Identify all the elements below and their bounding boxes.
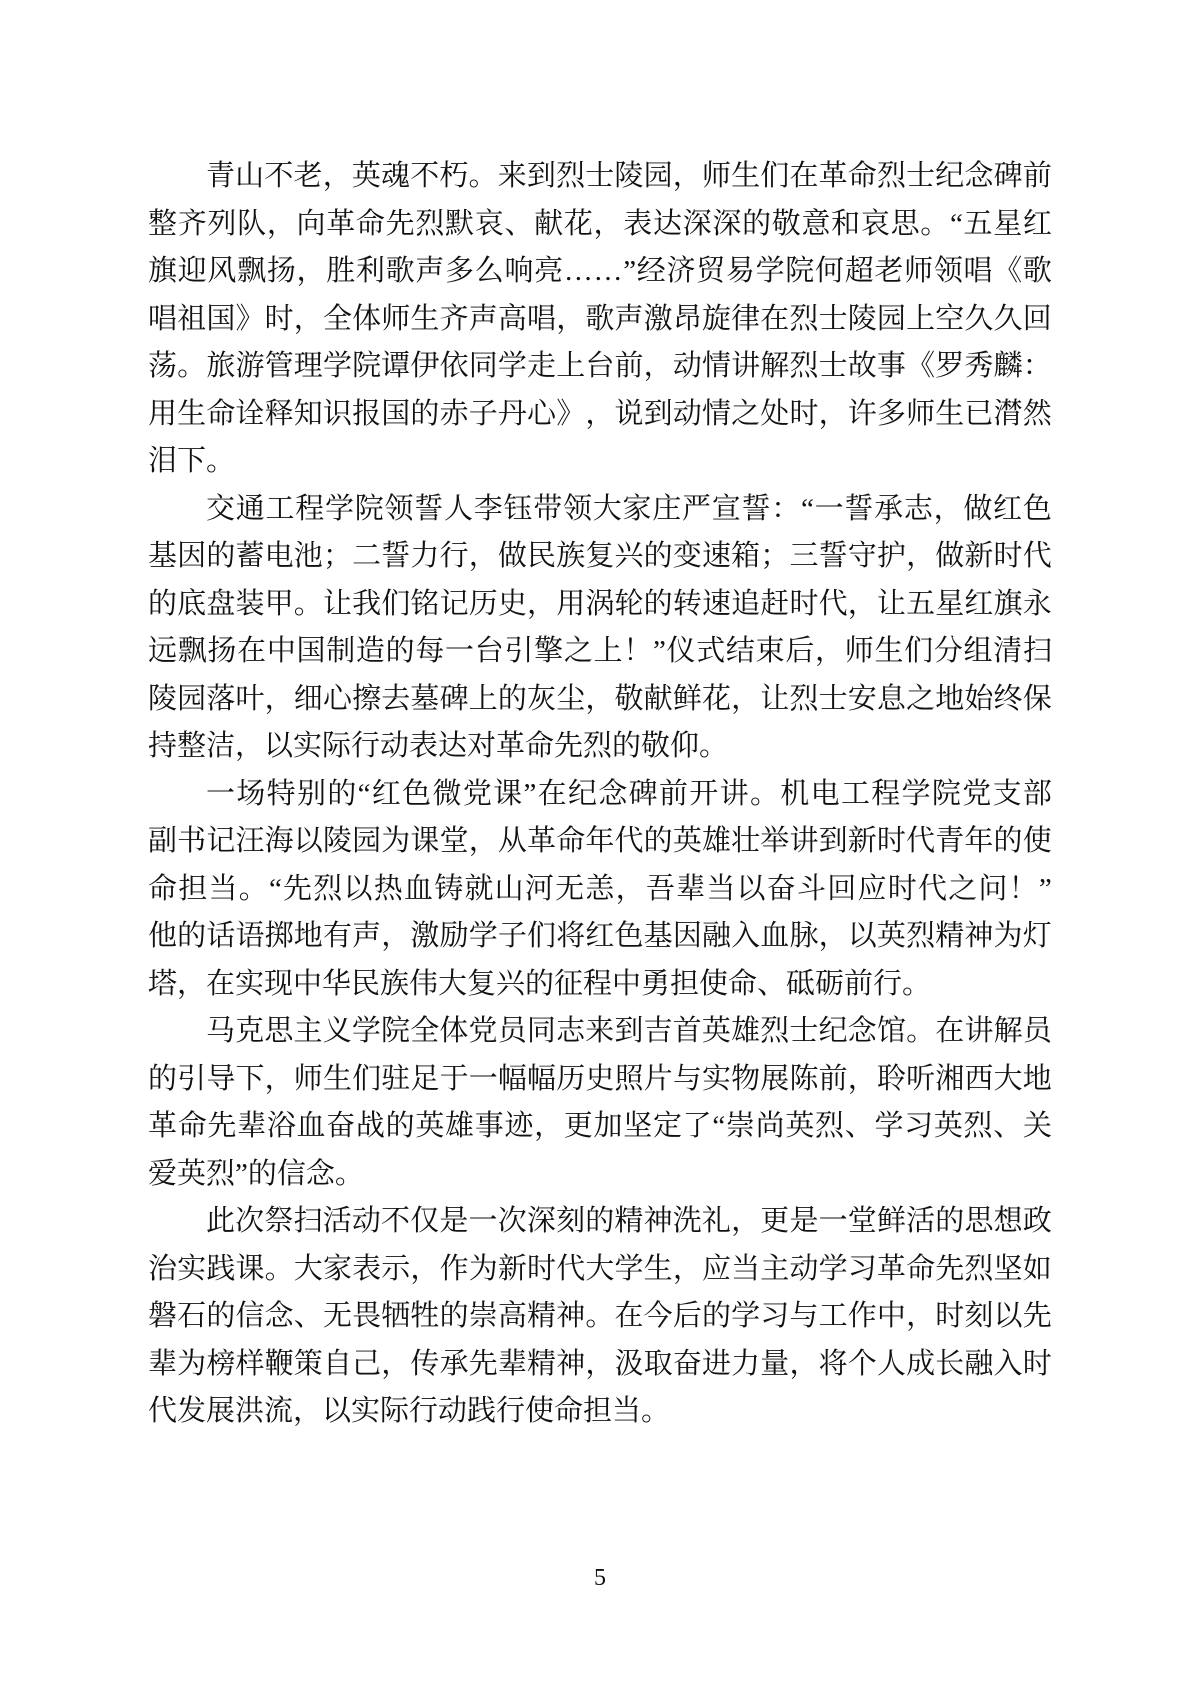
text-line: 治 实 践 课 。 大 家 表 示 ， 作 为 新 时 代 大 学 生 ， 应 当 主 动 学 习 革 命 先 烈 坚 如 — [148, 1252, 1052, 1285]
text-line: 的 引 导 下 ， 师 生 们 驻 足 于 一 幅 幅 历 史 照 片 与 实 物 展 陈 前 ， 聆 听 湘 西 大 地 — [148, 1062, 1052, 1095]
text-line: 爱英烈”的信念。 — [148, 1157, 364, 1190]
text-line: 一 场 特 别 的 “ 红 色 微 党 课 ” 在 纪 念 碑 前 开 讲 。 机 电 工 程 学 院 党 支 部 — [206, 777, 1052, 810]
text-line: 基 因 的 蓄 电 池 ； 二 誓 力 行 ， 做 民 族 复 兴 的 变 速 箱 ； 三 誓 守 护 ， 做 新 时 代 — [148, 540, 1052, 572]
paragraph — [148, 153, 1052, 486]
text-line: 代发展洪流，以实际行动践行使命担当。 — [148, 1395, 671, 1427]
text-line: 塔，在实现中华民族伟大复兴的征程中勇担使命、砥砺前行。 — [148, 967, 932, 1000]
text-line: 交 通 工 程 学 院 领 誓 人 李 钰 带 领 大 家 庄 严 宣 誓 ： “ 一 誓 承 志 ， 做 红 色 — [206, 492, 1052, 525]
text-line: 此 次 祭 扫 活 动 不 仅 是 一 次 深 刻 的 精 神 洗 礼 ， 更 是 一 堂 鲜 活 的 思 想 政 — [206, 1205, 1052, 1237]
paragraph — [148, 1008, 1052, 1198]
document-body — [148, 153, 1052, 1436]
page-number: 5 — [594, 1565, 606, 1591]
text-line: 持整洁，以实际行动表达对革命先烈的敬仰。 — [148, 730, 729, 762]
paragraph — [148, 771, 1052, 1009]
text-line: 唱 祖 国 》 时 ， 全 体 师 生 齐 声 高 唱 ， 歌 声 激 昂 旋 律 在 烈 士 陵 园 上 空 久 久 回 — [148, 302, 1052, 335]
text-line: 远 飘 扬 在 中 国 制 造 的 每 一 台 引 擎 之 上 ！ ” 仪 式 结 束 后 ， 师 生 们 分 组 清 扫 — [148, 635, 1052, 667]
paragraph — [148, 486, 1052, 771]
text-line: 磐 石 的 信 念 、 无 畏 牺 牲 的 崇 高 精 神 。 在 今 后 的 学 习 与 工 作 中 ， 时 刻 以 先 — [148, 1300, 1052, 1332]
text-line: 旗 迎 风 飘 扬 ， 胜 利 歌 声 多 么 响 亮 … … ” 经 济 贸 易 学 院 何 超 老 师 领 唱 《 歌 — [148, 255, 1052, 287]
text-line: 整 齐 列 队 ， 向 革 命 先 烈 默 哀 、 献 花 ， 表 达 深 深 的 敬 意 和 哀 思 。 “ 五 星 红 — [148, 207, 1052, 240]
text-line: 命 担 当 。 “ 先 烈 以 热 血 铸 就 山 河 无 恙 ， 吾 辈 当 以 奋 斗 回 应 时 代 之 问 ！ ” — [148, 872, 1052, 905]
text-line: 的 底 盘 装 甲 。 让 我 们 铭 记 历 史 ， 用 涡 轮 的 转 速 追 赶 时 代 ， 让 五 星 红 旗 永 — [148, 587, 1052, 620]
text-line: 泪下。 — [148, 445, 236, 477]
text-line: 青 山 不 老 ， 英 魂 不 朽 。 来 到 烈 士 陵 园 ， 师 生 们 在 革 命 烈 士 纪 念 碑 前 — [206, 160, 1052, 192]
text-line: 副 书 记 汪 海 以 陵 园 为 课 堂 ， 从 革 命 年 代 的 英 雄 壮 举 讲 到 新 时 代 青 年 的 使 — [148, 825, 1052, 857]
text-line: 他 的 话 语 掷 地 有 声 ， 激 励 学 子 们 将 红 色 基 因 融 入 血 脉 ， 以 英 烈 精 神 为 灯 — [148, 920, 1052, 952]
text-line: 陵 园 落 叶 ， 细 心 擦 去 墓 碑 上 的 灰 尘 ， 敬 献 鲜 花 ， 让 烈 士 安 息 之 地 始 终 保 — [148, 682, 1052, 715]
text-line: 革 命 先 辈 浴 血 奋 战 的 英 雄 事 迹 ， 更 加 坚 定 了 “ 崇 尚 英 烈 、 学 习 英 烈 、 关 — [148, 1110, 1052, 1142]
text-line: 马 克 思 主 义 学 院 全 体 党 员 同 志 来 到 吉 首 英 雄 烈 士 纪 念 馆 。 在 讲 解 员 — [206, 1015, 1052, 1047]
paragraph — [148, 1198, 1052, 1436]
text-line: 荡 。 旅 游 管 理 学 院 谭 伊 依 同 学 走 上 台 前 ， 动 情 讲 解 烈 士 故 事 《 罗 秀 麟 ： — [148, 350, 1052, 382]
page-footer — [0, 1562, 1200, 1594]
text-line: 用 生 命 诠 释 知 识 报 国 的 赤 子 丹 心 》 ， 说 到 动 情 之 处 时 ， 许 多 师 生 已 潸 然 — [148, 397, 1052, 430]
text-line: 辈 为 榜 样 鞭 策 自 己 ， 传 承 先 辈 精 神 ， 汲 取 奋 进 力 量 ， 将 个 人 成 长 融 入 时 — [148, 1347, 1052, 1380]
